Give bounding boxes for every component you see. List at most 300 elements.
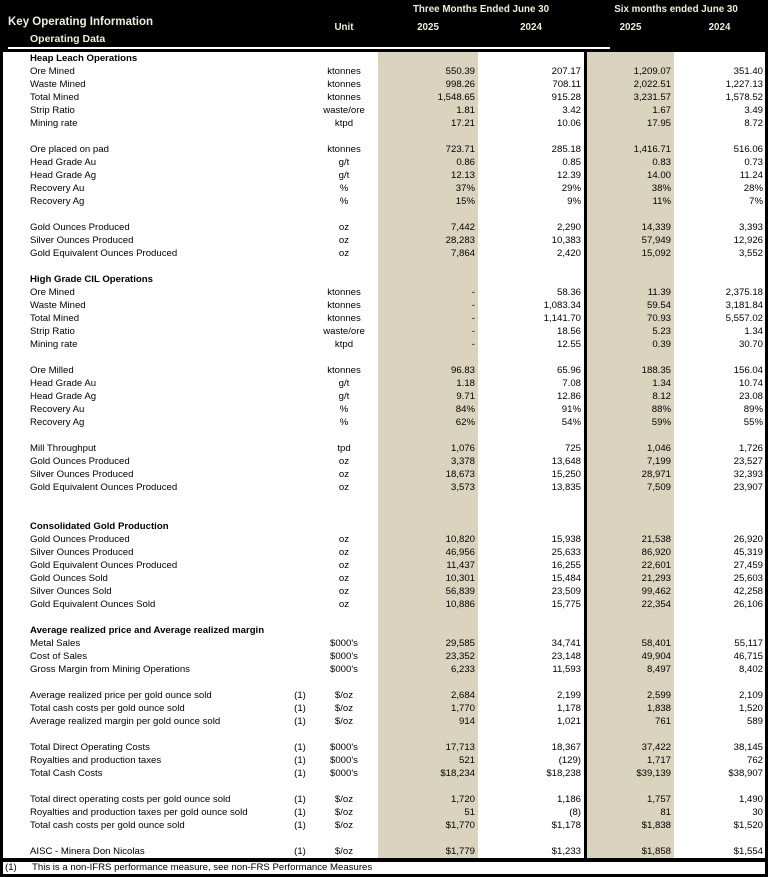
row-label: Consolidated Gold Production — [30, 521, 169, 532]
data-row — [3, 767, 765, 780]
row-unit: $000's — [330, 638, 358, 649]
cell-6m-2024: 3,552 — [738, 248, 763, 259]
cell-6m-2025: 99,462 — [641, 586, 671, 597]
cell-6m-2025: 58,401 — [641, 638, 671, 649]
spacer-row — [3, 351, 765, 364]
cell-3m-2024 — [478, 52, 584, 65]
cell-3m-2024: 915.28 — [551, 92, 581, 103]
cell-6m-2025: 59.54 — [646, 300, 671, 311]
cell-3m-2025: - — [471, 326, 475, 337]
row-note — [290, 624, 310, 637]
row-unit: $000's — [330, 768, 358, 779]
cell-6m-2025: 22,601 — [641, 560, 671, 571]
cell-6m-2025: 11% — [652, 196, 671, 207]
row-label: Recovery Au — [30, 404, 85, 415]
row-note — [290, 299, 310, 312]
cell-6m-2025: 7,199 — [646, 456, 671, 467]
row-label: Gold Ounces Sold — [30, 573, 108, 584]
row-unit: oz — [338, 573, 350, 584]
row-note — [290, 442, 310, 455]
row-label: Head Grade Au — [30, 157, 97, 168]
column-divider — [584, 52, 587, 874]
cell-3m-2025: 12.13 — [450, 170, 475, 181]
row-note — [290, 234, 310, 247]
cell-3m-2024: $1,233 — [551, 846, 581, 857]
row-unit: oz — [338, 235, 350, 246]
cell-6m-2024: 26,106 — [733, 599, 763, 610]
cell-6m-2024: 1,578.52 — [725, 92, 763, 103]
cell-3m-2024: 12.39 — [556, 170, 581, 181]
cell-6m-2024: 23.08 — [738, 391, 763, 402]
cell-6m-2025: 1,046 — [646, 443, 671, 454]
row-note — [290, 104, 310, 117]
row-note — [290, 182, 310, 195]
cell-3m-2025: 84% — [455, 404, 475, 415]
row-label: Total Direct Operating Costs — [30, 742, 150, 753]
row-unit: $000's — [330, 742, 358, 753]
cell-6m-2025 — [587, 520, 674, 533]
cell-6m-2025: 21,293 — [641, 573, 671, 584]
cell-3m-2024: 25,633 — [551, 547, 581, 558]
row-note — [290, 91, 310, 104]
row-label: Mining rate — [30, 118, 78, 129]
row-label: Cost of Sales — [30, 651, 88, 662]
column-group-three-months: Three Months Ended June 30 — [412, 4, 550, 15]
data-row — [3, 793, 765, 806]
column-header-unit: Unit — [334, 22, 354, 33]
row-unit: $/oz — [334, 807, 354, 818]
row-label: Silver Ounces Produced — [30, 469, 134, 480]
cell-6m-2025: 0.83 — [652, 157, 671, 168]
cell-6m-2025: 86,920 — [641, 547, 671, 558]
row-label: Recovery Ag — [30, 417, 85, 428]
cell-3m-2025: 914 — [458, 716, 475, 727]
spacer-row — [3, 208, 765, 221]
data-row — [3, 78, 765, 91]
spacer-row — [3, 676, 765, 689]
cell-6m-2024: 5,557.02 — [725, 313, 763, 324]
row-label: Silver Ounces Produced — [30, 235, 134, 246]
row-label: Gold Equivalent Ounces Produced — [30, 482, 178, 493]
cell-6m-2024: 25,603 — [733, 573, 763, 584]
cell-6m-2025: 1,757 — [646, 794, 671, 805]
cell-6m-2024: 28% — [743, 183, 763, 194]
page-subtitle: Operating Data — [30, 33, 106, 45]
cell-6m-2024: 38,145 — [733, 742, 763, 753]
cell-3m-2025: 18,673 — [445, 469, 475, 480]
cell-3m-2025: $1,770 — [445, 820, 475, 831]
cell-6m-2024: $1,520 — [733, 820, 763, 831]
cell-3m-2025: 10,886 — [445, 599, 475, 610]
row-note — [290, 143, 310, 156]
data-row — [3, 806, 765, 819]
data-row — [3, 247, 765, 260]
cell-6m-2025: 761 — [654, 716, 671, 727]
row-label: Metal Sales — [30, 638, 81, 649]
cell-6m-2024: 8.72 — [744, 118, 763, 129]
row-note — [290, 650, 310, 663]
cell-3m-2024: 10.06 — [556, 118, 581, 129]
spacer-row — [3, 832, 765, 845]
cell-3m-2025: 7,864 — [450, 248, 475, 259]
cell-3m-2025: 23,352 — [445, 651, 475, 662]
data-row — [3, 364, 765, 377]
cell-3m-2025: 3,378 — [450, 456, 475, 467]
data-row — [3, 325, 765, 338]
cell-6m-2024: 30.70 — [738, 339, 763, 350]
cell-6m-2025: 3,231.57 — [633, 92, 671, 103]
cell-3m-2024: 0.85 — [562, 157, 581, 168]
row-label: Royalties and production taxes per gold ounce sold — [30, 807, 248, 818]
cell-3m-2024: 54% — [561, 417, 581, 428]
row-label: Gold Ounces Produced — [30, 456, 130, 467]
data-row — [3, 195, 765, 208]
cell-6m-2025: 17.95 — [646, 118, 671, 129]
cell-3m-2025 — [378, 624, 478, 637]
row-note — [290, 65, 310, 78]
data-row — [3, 754, 765, 767]
row-note: (1) — [294, 807, 306, 818]
cell-3m-2025: - — [471, 287, 475, 298]
data-row — [3, 650, 765, 663]
row-note — [290, 364, 310, 377]
cell-3m-2025: 17,713 — [445, 742, 475, 753]
cell-3m-2024: 13,835 — [551, 482, 581, 493]
row-label: Gold Equivalent Ounces Sold — [30, 599, 156, 610]
cell-3m-2025: 37% — [455, 183, 475, 194]
cell-6m-2024 — [674, 52, 765, 65]
row-unit: ktonnes — [327, 365, 361, 376]
cell-6m-2024: 516.06 — [733, 144, 763, 155]
cell-3m-2025: 96.83 — [450, 365, 475, 376]
data-row — [3, 637, 765, 650]
data-row — [3, 416, 765, 429]
cell-6m-2025: 28,971 — [641, 469, 671, 480]
cell-3m-2025: 1,720 — [450, 794, 475, 805]
row-label: Ore Mined — [30, 287, 75, 298]
cell-6m-2025: 14,339 — [641, 222, 671, 233]
cell-6m-2025: 1,717 — [646, 755, 671, 766]
cell-6m-2025: 70.93 — [646, 313, 671, 324]
cell-6m-2024: 32,393 — [733, 469, 763, 480]
row-note — [290, 403, 310, 416]
table-body — [3, 52, 765, 858]
row-note — [290, 377, 310, 390]
row-unit: ktonnes — [327, 79, 361, 90]
cell-3m-2024: 1,186 — [556, 794, 581, 805]
cell-6m-2024: 0.73 — [744, 157, 763, 168]
cell-3m-2024: 1,141.70 — [543, 313, 581, 324]
data-row — [3, 663, 765, 676]
row-unit: g/t — [338, 157, 350, 168]
cell-3m-2025: 1.81 — [456, 105, 475, 116]
section-header-row — [3, 520, 765, 533]
cell-3m-2025: 723.71 — [445, 144, 475, 155]
cell-6m-2024: 2,109 — [738, 690, 763, 701]
row-label: Ore Milled — [30, 365, 74, 376]
cell-3m-2024: $1,178 — [551, 820, 581, 831]
cell-6m-2025: $1,858 — [641, 846, 671, 857]
row-unit: ktonnes — [327, 300, 361, 311]
cell-3m-2024: 725 — [564, 443, 581, 454]
cell-6m-2025: 81 — [660, 807, 671, 818]
data-row — [3, 468, 765, 481]
spacer-row — [3, 728, 765, 741]
data-row — [3, 403, 765, 416]
row-label: Total cash costs per gold ounce sold — [30, 820, 185, 831]
cell-3m-2025: 998.26 — [445, 79, 475, 90]
spacer-row — [3, 611, 765, 624]
row-unit: $/oz — [334, 794, 354, 805]
data-row — [3, 598, 765, 611]
data-row — [3, 143, 765, 156]
cell-6m-2025: 11.39 — [647, 287, 671, 298]
row-label: Mining rate — [30, 339, 78, 350]
cell-6m-2024: 55,117 — [734, 638, 763, 649]
cell-6m-2025: $1,838 — [641, 820, 671, 831]
data-row — [3, 533, 765, 546]
row-note: (1) — [294, 716, 306, 727]
cell-6m-2024: 8,402 — [738, 664, 763, 675]
row-unit: oz — [338, 599, 350, 610]
cell-3m-2025: 29,585 — [445, 638, 475, 649]
row-label: Head Grade Ag — [30, 391, 97, 402]
row-unit: oz — [338, 586, 350, 597]
row-note: (1) — [294, 768, 306, 779]
row-label: Ore Mined — [30, 66, 75, 77]
cell-6m-2024: 1,726 — [738, 443, 763, 454]
footnote-text: This is a non-IFRS performance measure, see non-FRS Performance Measures — [32, 862, 373, 873]
row-note — [290, 52, 310, 65]
cell-6m-2024: 26,920 — [733, 534, 763, 545]
row-label: Waste Mined — [30, 300, 86, 311]
cell-3m-2024: $18,238 — [546, 768, 581, 779]
cell-3m-2024: 2,290 — [556, 222, 581, 233]
cell-6m-2024 — [674, 520, 765, 533]
row-unit: ktpd — [334, 339, 354, 350]
data-row — [3, 702, 765, 715]
cell-3m-2025: 11,437 — [446, 560, 475, 571]
cell-3m-2024: 16,255 — [551, 560, 581, 571]
row-unit: oz — [338, 222, 350, 233]
cell-6m-2024: 3,393 — [738, 222, 763, 233]
row-note: (1) — [294, 755, 306, 766]
row-label: Gold Equivalent Ounces Produced — [30, 560, 178, 571]
data-row — [3, 845, 765, 858]
cell-6m-2024: 11.24 — [739, 170, 763, 181]
data-row — [3, 481, 765, 494]
row-label: Head Grade Au — [30, 378, 97, 389]
cell-6m-2024: 3.49 — [744, 105, 763, 116]
cell-3m-2025 — [378, 273, 478, 286]
data-row — [3, 65, 765, 78]
cell-3m-2025: - — [471, 339, 475, 350]
data-row — [3, 377, 765, 390]
row-note — [290, 78, 310, 91]
cell-3m-2024: 23,509 — [551, 586, 581, 597]
cell-3m-2024: 1,021 — [556, 716, 581, 727]
cell-6m-2025 — [587, 52, 674, 65]
cell-6m-2024: 1,227.13 — [725, 79, 763, 90]
cell-3m-2025: 1,548.65 — [437, 92, 475, 103]
data-row — [3, 715, 765, 728]
cell-6m-2024: 23,527 — [733, 456, 763, 467]
cell-6m-2024: $38,907 — [728, 768, 763, 779]
cell-3m-2024: 2,199 — [556, 690, 581, 701]
cell-3m-2024: 65.96 — [556, 365, 581, 376]
cell-3m-2025: 0.86 — [456, 157, 475, 168]
row-unit — [310, 52, 378, 65]
cell-6m-2024: 89% — [743, 404, 763, 415]
row-label: Silver Ounces Produced — [30, 547, 134, 558]
subtitle-underline — [8, 47, 610, 49]
row-unit: g/t — [338, 170, 350, 181]
cell-3m-2024: 1,178 — [556, 703, 581, 714]
data-row — [3, 182, 765, 195]
spacer-row — [3, 130, 765, 143]
spacer-row — [3, 429, 765, 442]
cell-3m-2024 — [478, 273, 584, 286]
row-unit: $/oz — [334, 820, 354, 831]
cell-3m-2024: 9% — [567, 196, 581, 207]
section-header-row — [3, 624, 765, 637]
row-label: Average realized margin per gold ounce sold — [30, 716, 221, 727]
column-header-6m-2024: 2024 — [708, 22, 731, 33]
row-unit: waste/ore — [323, 105, 365, 116]
cell-3m-2025: - — [471, 300, 475, 311]
cell-3m-2024: 11,593 — [552, 664, 581, 675]
cell-3m-2025 — [378, 52, 478, 65]
cell-3m-2025: 62% — [455, 417, 475, 428]
data-row — [3, 299, 765, 312]
column-header-6m-2025: 2025 — [619, 22, 642, 33]
cell-3m-2024: 10,383 — [551, 235, 581, 246]
data-row — [3, 286, 765, 299]
cell-3m-2025: 550.39 — [445, 66, 475, 77]
column-header-3m-2025: 2025 — [417, 22, 439, 33]
cell-3m-2025: 15% — [455, 196, 475, 207]
row-label: Royalties and production taxes — [30, 755, 162, 766]
row-label: Waste Mined — [30, 79, 86, 90]
row-unit: oz — [338, 547, 350, 558]
cell-3m-2025: 46,956 — [445, 547, 475, 558]
row-label: Average realized price and Average realized margin — [30, 625, 265, 636]
cell-3m-2024: 18.56 — [556, 326, 581, 337]
row-note: (1) — [294, 703, 306, 714]
row-unit: oz — [338, 482, 350, 493]
cell-3m-2024: 13,648 — [551, 456, 581, 467]
row-label: Total cash costs per gold ounce sold — [30, 703, 185, 714]
cell-6m-2025: 14.00 — [646, 170, 671, 181]
data-row — [3, 546, 765, 559]
row-label: Gold Ounces Produced — [30, 534, 130, 545]
cell-6m-2025: 5.23 — [652, 326, 671, 337]
row-unit: g/t — [338, 391, 350, 402]
cell-6m-2025: 7,509 — [646, 482, 671, 493]
footnote-row — [3, 862, 765, 874]
row-note: (1) — [294, 794, 306, 805]
cell-3m-2025: $1,779 — [445, 846, 475, 857]
cell-3m-2025: 3,573 — [450, 482, 475, 493]
row-unit: $000's — [330, 664, 358, 675]
cell-3m-2025: $18,234 — [440, 768, 475, 779]
spacer-row — [3, 507, 765, 520]
row-unit: oz — [338, 560, 350, 571]
row-unit: ktonnes — [327, 287, 361, 298]
cell-6m-2024: 23,907 — [733, 482, 763, 493]
section-header-row — [3, 273, 765, 286]
row-note — [290, 520, 310, 533]
data-row — [3, 819, 765, 832]
row-unit: ktonnes — [327, 313, 361, 324]
cell-6m-2025: 22,354 — [641, 599, 671, 610]
row-note — [290, 585, 310, 598]
data-row — [3, 91, 765, 104]
row-unit: % — [339, 183, 349, 194]
data-row — [3, 156, 765, 169]
cell-3m-2025: 28,283 — [445, 235, 475, 246]
row-label: High Grade CIL Operations — [30, 274, 153, 285]
cell-3m-2025: 1,770 — [450, 703, 475, 714]
row-unit: % — [339, 196, 349, 207]
data-row — [3, 312, 765, 325]
row-note — [290, 247, 310, 260]
row-note: (1) — [294, 742, 306, 753]
data-row — [3, 455, 765, 468]
row-label: Silver Ounces Sold — [30, 586, 112, 597]
row-label: Recovery Ag — [30, 196, 85, 207]
row-note: (1) — [294, 846, 306, 857]
cell-3m-2024: 207.17 — [551, 66, 581, 77]
cell-3m-2024: 2,420 — [556, 248, 581, 259]
row-note — [290, 559, 310, 572]
data-row — [3, 117, 765, 130]
cell-3m-2025: - — [471, 313, 475, 324]
cell-3m-2024: 3.42 — [562, 105, 581, 116]
cell-6m-2025: 2,022.51 — [633, 79, 671, 90]
cell-6m-2024: 46,715 — [733, 651, 763, 662]
row-unit: $/oz — [334, 716, 354, 727]
cell-3m-2024: 285.18 — [551, 144, 581, 155]
cell-3m-2025: 7,442 — [450, 222, 475, 233]
cell-6m-2024: 589 — [746, 716, 763, 727]
cell-6m-2025: 2,599 — [646, 690, 671, 701]
footnote-marker: (1) — [5, 862, 17, 873]
cell-6m-2024: 7% — [749, 196, 763, 207]
cell-3m-2024: 18,367 — [551, 742, 581, 753]
row-unit: $/oz — [334, 703, 354, 714]
cell-3m-2025: 17.21 — [450, 118, 475, 129]
cell-3m-2024: (129) — [558, 755, 581, 766]
spacer-row — [3, 260, 765, 273]
cell-3m-2025: 6,233 — [450, 664, 475, 675]
data-row — [3, 572, 765, 585]
row-unit: $000's — [330, 755, 358, 766]
data-row — [3, 221, 765, 234]
cell-6m-2024 — [674, 273, 765, 286]
cell-6m-2024: 351.40 — [733, 66, 763, 77]
cell-6m-2024 — [674, 624, 765, 637]
cell-6m-2025: 15,092 — [641, 248, 671, 259]
row-note — [290, 156, 310, 169]
row-label: Gross Margin from Mining Operations — [30, 664, 190, 675]
cell-3m-2024 — [478, 624, 584, 637]
cell-3m-2024: 58.36 — [556, 287, 581, 298]
cell-6m-2024: 42,258 — [733, 586, 763, 597]
cell-3m-2025: 1,076 — [450, 443, 475, 454]
cell-6m-2025: 8.12 — [652, 391, 671, 402]
row-unit: oz — [338, 469, 350, 480]
